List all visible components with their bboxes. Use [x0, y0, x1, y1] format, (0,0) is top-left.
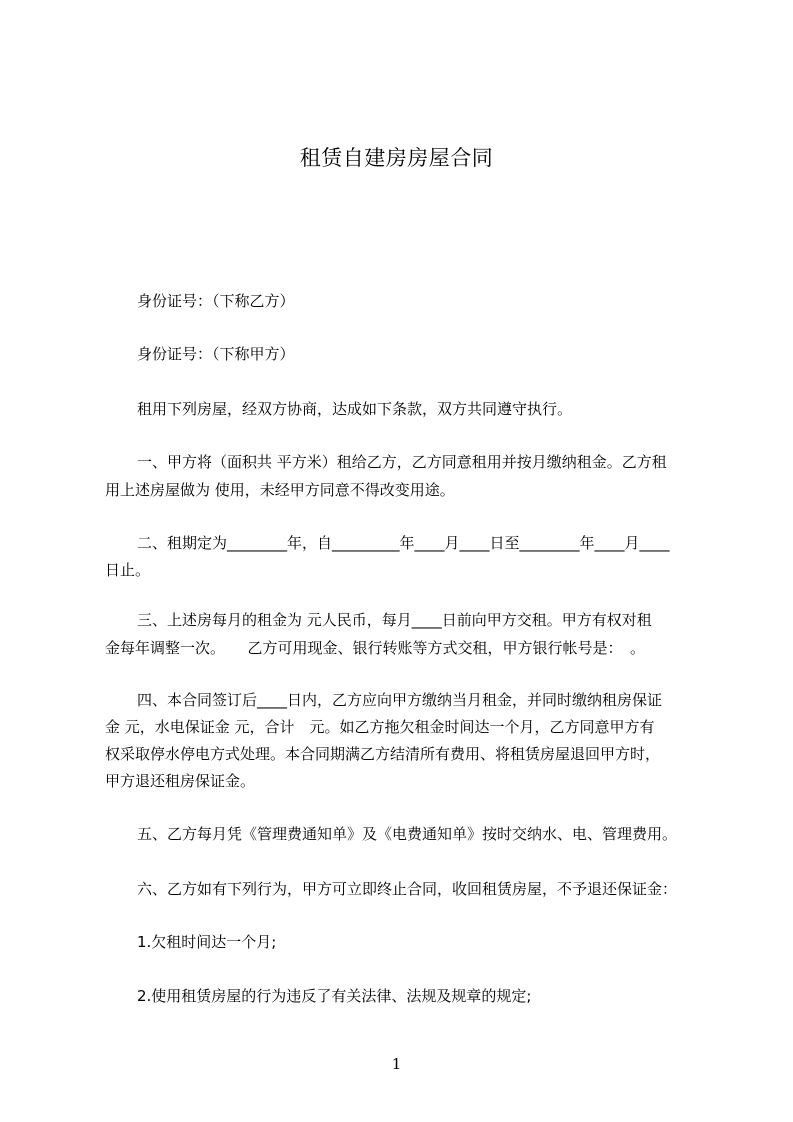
- clause-2-line-1: 二、租期定为________年，自_________年____月____日至________年____月____: [137, 534, 670, 552]
- clause-6-paragraph: 六、乙方如有下列行为，甲方可立即终止合同，收回租赁房屋，不予退还保证金：: [137, 880, 678, 898]
- id-number-line-party-b: 身份证号：（下称乙方）: [137, 292, 295, 310]
- clause-5-paragraph: 五、乙方每月凭《管理费通知单》及《电费通知单》按时交纳水、电、管理费用。: [137, 825, 678, 843]
- clause-1-line-1: 一、甲方将（面积共 平方米）租给乙方，乙方同意租用并按月缴纳租金。乙方租: [137, 453, 667, 471]
- clause-3-line-2: 金每年调整一次。 乙方可用现金、银行转账等方式交租，甲方银行帐号是： 。: [105, 639, 646, 657]
- clause-6-item-2: 2.使用租赁房屋的行为违反了有关法律、法规及规章的规定;: [137, 987, 532, 1005]
- clause-3-line-1: 三、上述房每月的租金为 元人民币，每月____日前向甲方交租。甲方有权对租: [137, 611, 652, 629]
- clause-6-item-1: 1.欠租时间达一个月;: [137, 933, 277, 951]
- id-number-line-party-a: 身份证号：（下称甲方）: [137, 345, 295, 363]
- page-number: 1: [391, 1055, 402, 1073]
- clause-1-line-2: 用上述房屋做为 使用，未经甲方同意不得改变用途。: [105, 481, 455, 499]
- clause-4-line-3: 权采取停水停电方式处理。本合同期满乙方结清所有费用、将租赁房屋退回甲方时，: [105, 745, 661, 763]
- preamble-paragraph: 租用下列房屋，经双方协商，达成如下条款，双方共同遵守执行。: [137, 400, 573, 418]
- clause-4-line-4: 甲方退还租房保证金。: [105, 772, 256, 790]
- contract-title: 租赁自建房房屋合同: [299, 146, 494, 170]
- clause-4-line-2: 金 元，水电保证金 元，合计 元。如乙方拖欠租金时间达一个月，乙方同意甲方有: [105, 718, 655, 736]
- clause-2-line-2: 日止。: [105, 561, 151, 579]
- clause-4-line-1: 四、本合同签订后____日内，乙方应向甲方缴纳当月租金，并同时缴纳租房保证: [137, 691, 663, 709]
